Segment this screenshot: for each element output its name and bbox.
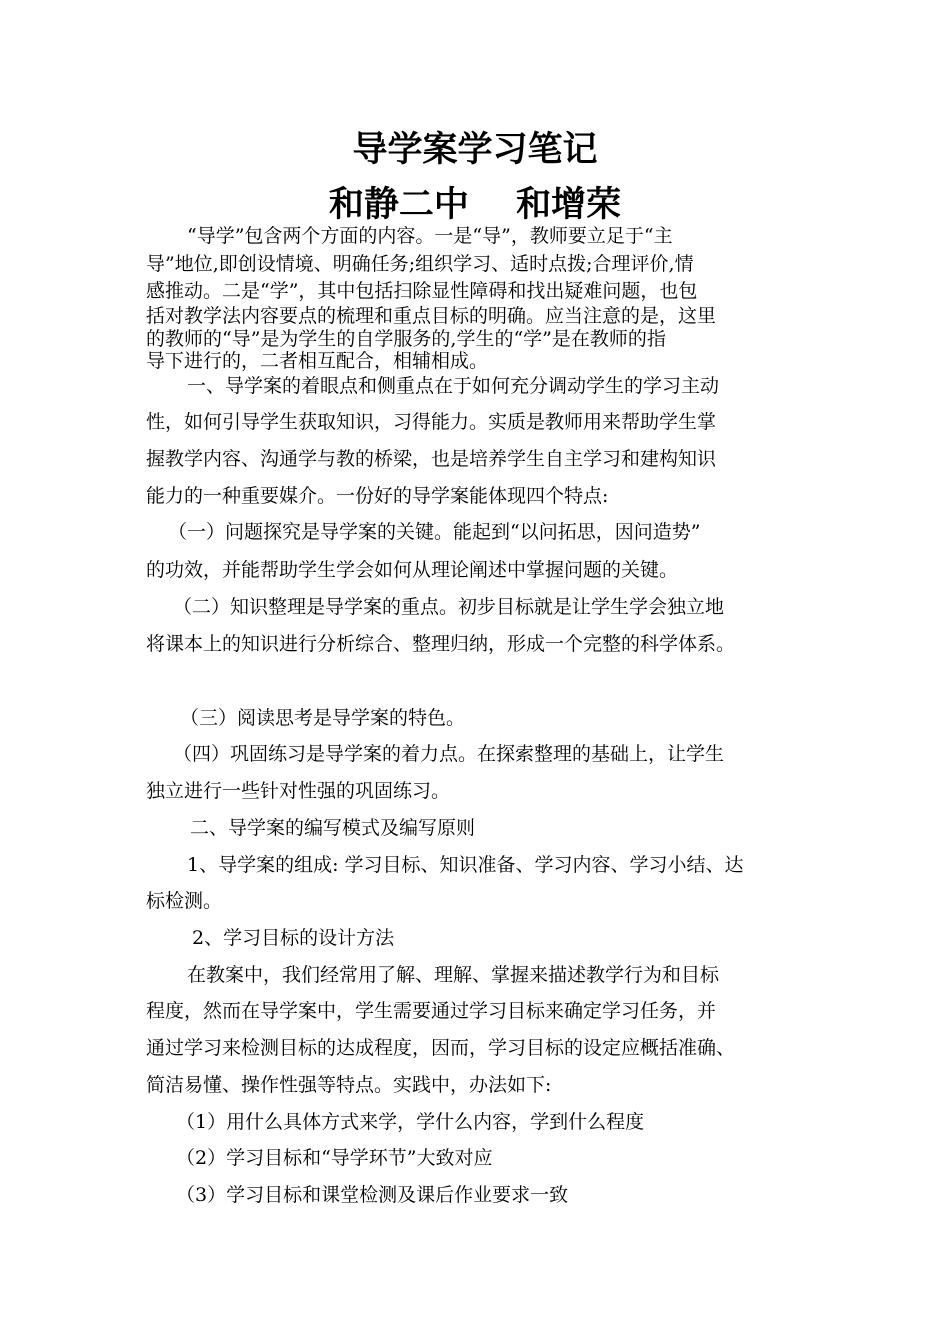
text-line: 通过学习来检测目标的达成程度，因而，学习目标的设定应概括准确、 (146, 1037, 736, 1059)
text-line: 简洁易懂、操作性强等特点。实践中，办法如下: (146, 1074, 552, 1096)
text-line: 导”地位,即创设情境、明确任务;组织学习、适时点拨;合理评价,情 (146, 253, 694, 275)
text-line: 独立进行一些针对性强的巩固练习。 (146, 780, 451, 802)
text-line: 2、学习目标的设计方法 (192, 927, 395, 949)
text-line: 握教学内容、沟通学与教的桥梁，也是培养学生自主学习和建构知识 (146, 448, 717, 470)
text-line: 感推动。二是“学”，其中包括扫除显性障碍和找出疑难问题，也包 (146, 280, 698, 302)
text-line: （二）知识整理是导学案的重点。初步目标就是让学生学会独立地 (173, 596, 725, 618)
author-line: 和静二中 和增荣 (328, 185, 622, 225)
text-line: （四）巩固练习是导学案的着力点。在探索整理的基础上，让学生 (173, 743, 725, 765)
text-line: （2）学习目标和“导学环节”大致对应 (176, 1147, 493, 1169)
text-line: “导学”包含两个方面的内容。一是“导”，教师要立足于“主 (187, 225, 673, 247)
text-line: 导下进行的，二者相互配合，相辅相成。 (146, 350, 489, 372)
text-line: 的功效，并能帮助学生学会如何从理论阐述中掌握问题的关键。 (146, 559, 679, 581)
text-line: 一、导学案的着眼点和侧重点在于如何充分调动学生的学习主动 (187, 375, 720, 397)
text-line: 性，如何引导学生获取知识，习得能力。实质是教师用来帮助学生掌 (146, 411, 717, 433)
text-line: 的教师的“导”是为学生的自学服务的,学生的“学”是在教师的指 (146, 328, 666, 350)
text-line: 能力的一种重要媒介。一份好的导学案能体现四个特点: (146, 485, 609, 507)
text-line: 在教案中，我们经常用了解、理解、掌握来描述教学行为和目标 (187, 964, 720, 986)
text-line: 1、导学案的组成: 学习目标、知识准备、学习内容、学习小结、达 (187, 854, 744, 876)
text-line: 将课本上的知识进行分析综合、整理归纳，形成一个完整的科学体系。 (146, 633, 736, 655)
text-line: （一）问题探究是导学案的关键。能起到“以问拓思，因问造势” (168, 521, 701, 543)
text-line: 二、导学案的编写模式及编写原则 (190, 817, 476, 839)
text-line: 程度，然而在导学案中，学生需要通过学习目标来确定学习任务，并 (146, 1000, 717, 1022)
text-line: （1）用什么具体方式来学，学什么内容，学到什么程度 (176, 1111, 645, 1133)
text-line: （3）学习目标和课堂检测及课后作业要求一致 (176, 1184, 569, 1206)
text-line: （三）阅读思考是导学案的特色。 (180, 707, 466, 729)
document-title: 导学案学习笔记 (352, 130, 598, 170)
text-line: 括对教学法内容要点的梳理和重点目标的明确。应当注意的是，这里 (146, 305, 717, 327)
text-line: 标检测。 (146, 890, 223, 912)
